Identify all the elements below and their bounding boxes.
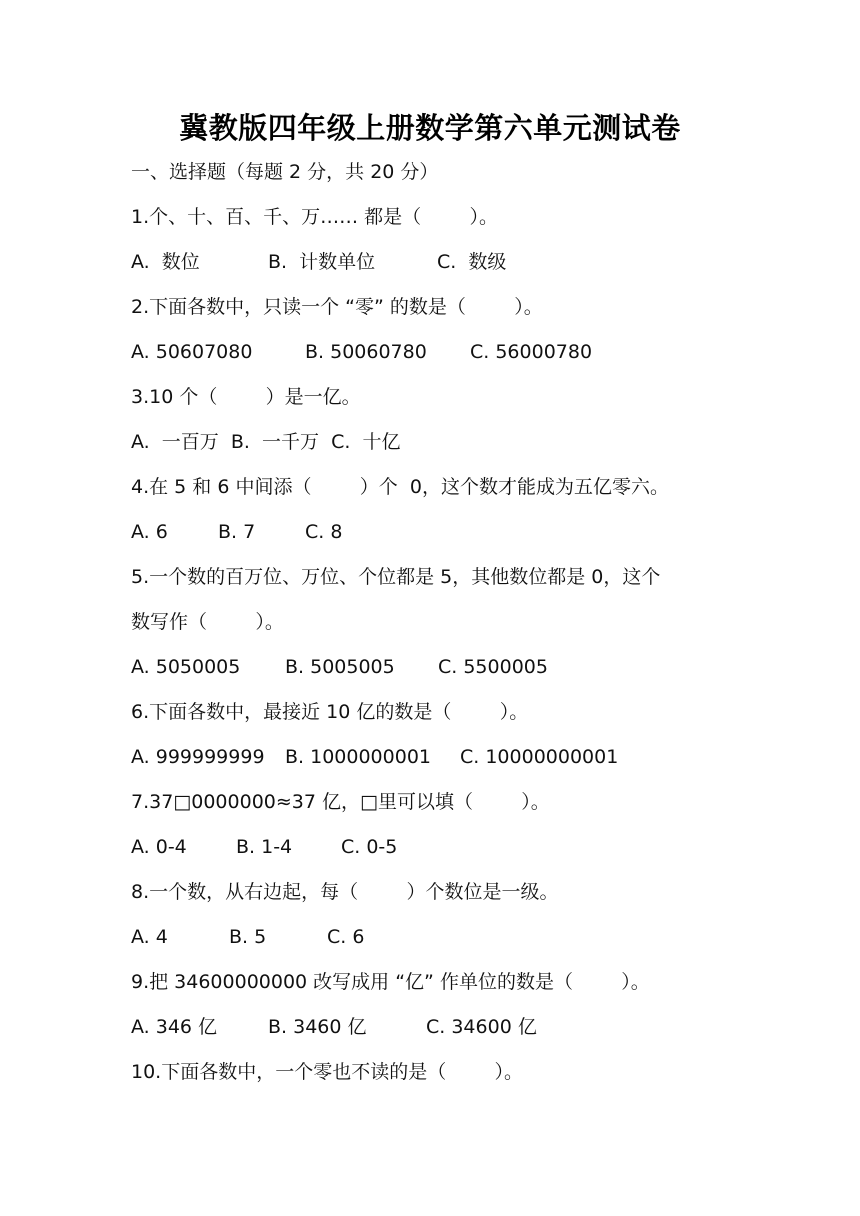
question-8-option-a: A. 4 — [131, 926, 168, 948]
question-6-option-b: B. 1000000001 — [285, 746, 431, 768]
question-7-option-a: A. 0-4 — [131, 836, 187, 858]
question-9-option-c: C. 34600 亿 — [426, 1016, 537, 1038]
question-9-option-b: B. 3460 亿 — [268, 1016, 367, 1038]
page-title: 冀教版四年级上册数学第六单元测试卷 — [179, 111, 681, 145]
question-4-option-b: B. 7 — [218, 521, 256, 543]
question-2-stem: 2.下面各数中，只读一个 “零” 的数是（ ）。 — [131, 296, 543, 318]
question-2-option-a: A. 50607080 — [131, 341, 253, 363]
question-6-stem: 6.下面各数中，最接近 10 亿的数是（ ）。 — [131, 701, 529, 723]
question-2-option-c: C. 56000780 — [470, 341, 593, 363]
question-6-option-a: A. 999999999 — [131, 746, 265, 768]
question-1-option-b: B. 计数单位 — [268, 251, 376, 273]
question-5-option-a: A. 5050005 — [131, 656, 241, 678]
question-8-option-c: C. 6 — [327, 926, 365, 948]
question-7-option-c: C. 0-5 — [341, 836, 398, 858]
question-3-stem: 3.10 个（ ）是一亿。 — [131, 386, 361, 408]
question-1-option-c: C. 数级 — [437, 251, 507, 273]
question-4-option-a: A. 6 — [131, 521, 168, 543]
question-7-stem: 7.37□0000000≈37 亿，□里可以填（ ）。 — [131, 791, 550, 813]
question-2-option-b: B. 50060780 — [305, 341, 427, 363]
question-7-option-b: B. 1-4 — [236, 836, 293, 858]
question-5-option-c: C. 5500005 — [438, 656, 548, 678]
question-9-option-a: A. 346 亿 — [131, 1016, 218, 1038]
question-1-option-a: A. 数位 — [131, 251, 200, 273]
question-4-stem: 4.在 5 和 6 中间添（ ）个 0，这个数才能成为五亿零六。 — [131, 476, 669, 498]
section-heading: 一、选择题（每题 2 分，共 20 分） — [131, 161, 439, 183]
question-8-stem: 8.一个数，从右边起，每（ ）个数位是一级。 — [131, 881, 559, 903]
question-5-option-b: B. 5005005 — [285, 656, 395, 678]
question-10-stem: 10.下面各数中，一个零也不读的是（ ）。 — [131, 1061, 524, 1083]
question-6-option-c: C. 10000000001 — [460, 746, 619, 768]
question-8-option-b: B. 5 — [229, 926, 267, 948]
question-5-stem: 5.一个数的百万位、万位、个位都是 5，其他数位都是 0，这个 — [131, 566, 661, 588]
question-3-options: A. 一百万 B. 一千万 C. 十亿 — [131, 431, 401, 453]
question-4-option-c: C. 8 — [305, 521, 343, 543]
question-1-stem: 1.个、十、百、千、万…… 都是（ ）。 — [131, 206, 498, 228]
question-9-stem: 9.把 34600000000 改写成用 “亿” 作单位的数是（ ）。 — [131, 971, 650, 993]
question-5-stem-continued: 数写作（ ）。 — [131, 611, 284, 633]
